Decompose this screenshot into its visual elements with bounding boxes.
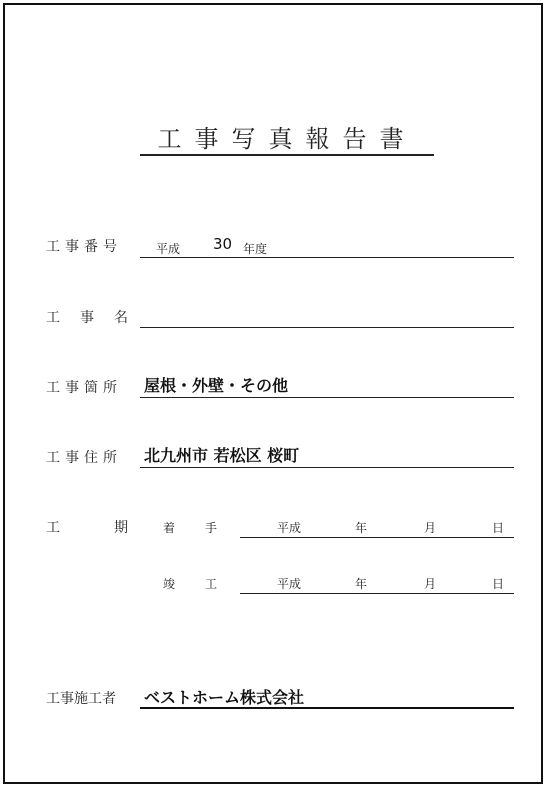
start-label: 着手 [163, 521, 248, 535]
construction-period-label-char1: 工 [46, 520, 60, 536]
contractor-value: ベストホーム株式会社 [144, 688, 305, 707]
end-line [240, 593, 514, 594]
end-day: 日 [492, 577, 505, 591]
construction-address-value: 北九州市 若松区 桜町 [144, 446, 300, 465]
contractor-line [140, 707, 514, 709]
construction-address-line [140, 467, 514, 468]
construction-number-era: 平成 [156, 242, 181, 256]
construction-name-label-char1: 工 [46, 310, 60, 326]
construction-address-label: 工事住所 [46, 450, 122, 466]
construction-location-label: 工事箇所 [46, 380, 122, 396]
start-year: 年 [355, 521, 368, 535]
construction-period-label-char2: 期 [114, 520, 128, 536]
end-label: 竣工 [163, 577, 248, 591]
construction-location-value: 屋根・外壁・その他 [144, 376, 289, 395]
document-title: 工事写真報告書 [157, 125, 417, 153]
construction-number-year-suffix: 年度 [243, 242, 268, 256]
end-era: 平成 [277, 577, 302, 591]
construction-name-label-char2: 事 [80, 310, 94, 326]
construction-number-year: 30 [213, 235, 233, 253]
construction-name-label-char3: 名 [114, 310, 128, 326]
start-day: 日 [492, 521, 505, 535]
construction-number-label: 工事番号 [46, 239, 122, 255]
construction-name-label [46, 307, 128, 327]
start-line [240, 537, 514, 538]
construction-location-line [140, 397, 514, 398]
construction-number-line [140, 257, 514, 258]
start-era: 平成 [277, 521, 302, 535]
contractor-label: 工事施工者 [46, 691, 116, 707]
end-month: 月 [424, 577, 437, 591]
start-month: 月 [424, 521, 437, 535]
construction-period-label [46, 517, 128, 537]
construction-name-line [140, 327, 514, 328]
end-year: 年 [355, 577, 368, 591]
title-underline [140, 154, 434, 156]
